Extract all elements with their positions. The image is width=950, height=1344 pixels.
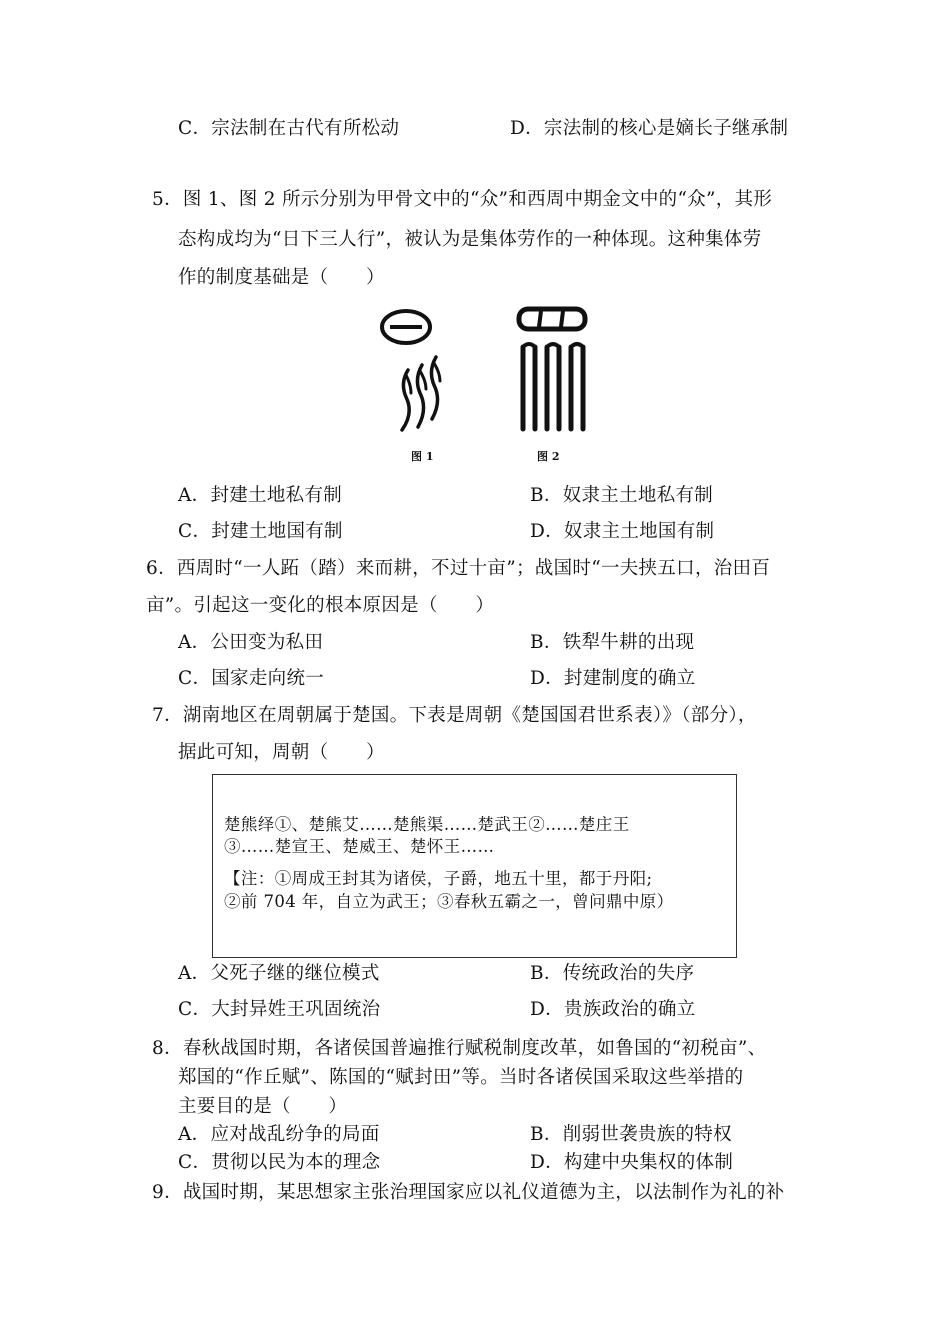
figure-2-bronze-inscription-zhong [515, 305, 595, 435]
q6-option-b[interactable]: B．铁犁牛耕的出现 [530, 632, 695, 653]
q6-option-d[interactable]: D．封建制度的确立 [530, 668, 696, 689]
q5-option-a[interactable]: A．封建土地私有制 [178, 485, 343, 506]
q7-option-b[interactable]: B．传统政治的失序 [530, 963, 695, 984]
q7-box-note-line1: 【注：①周成王封其为诸侯，子爵，地五十里，都于丹阳; [224, 869, 653, 888]
q8-stem-line2: 郑国的“作丘赋”、陈国的“赋封田”等。当时各诸侯国采取这些举措的 [178, 1067, 744, 1088]
q6-option-a[interactable]: A．公田变为私田 [178, 632, 324, 653]
q5-stem-line1: 5．图 1、图 2 所示分别为甲骨文中的“众”和西周中期金文中的“众”，其形 [152, 189, 773, 210]
q8-stem-line1: 8．春秋战国时期，各诸侯国普遍推行赋税制度改革，如鲁国的“初税亩”、 [152, 1038, 767, 1059]
q4-option-d[interactable]: D．宗法制的核心是嫡长子继承制 [510, 118, 789, 139]
q4-option-c[interactable]: C．宗法制在古代有所松动 [178, 118, 400, 139]
q7-box-line1: 楚熊绎①、楚熊艾……楚熊渠……楚武王②……楚庄王 [224, 815, 630, 834]
q5-option-c[interactable]: C．封建土地国有制 [178, 521, 343, 542]
q7-material-box [212, 774, 737, 958]
q5-stem-line2: 态构成均为“日下三人行”，被认为是集体劳作的一种体现。这种集体劳 [178, 229, 762, 250]
q5-option-b[interactable]: B．奴隶主土地私有制 [530, 485, 714, 506]
q7-box-line2: ③……楚宣王、楚威王、楚怀王…… [224, 837, 495, 856]
q7-option-a[interactable]: A．父死子继的继位模式 [178, 963, 380, 984]
q8-option-b[interactable]: B．削弱世袭贵族的特权 [530, 1124, 732, 1145]
figure-1-caption: 图 1 [411, 450, 434, 463]
q7-stem-line1: 7．湖南地区在周朝属于楚国。下表是周朝《楚国国君世系表）》（部分）， [152, 705, 757, 726]
q5-stem-line3: 作的制度基础是（ ） [178, 267, 385, 288]
q6-option-c[interactable]: C．国家走向统一 [178, 668, 325, 689]
q7-option-c[interactable]: C．大封异姓王巩固统治 [178, 999, 381, 1020]
q7-option-d[interactable]: D．贵族政治的确立 [530, 999, 696, 1020]
figure-1-oracle-bone-zhong [378, 305, 458, 440]
q6-stem-line2: 亩”。引起这一变化的根本原因是（ ） [146, 595, 495, 616]
q8-option-c[interactable]: C．贯彻以民为本的理念 [178, 1152, 381, 1173]
q9-stem-line1: 9．战国时期，某思想家主张治理国家应以礼仪道德为主，以法制作为礼的补 [152, 1182, 785, 1203]
q8-option-d[interactable]: D．构建中央集权的体制 [530, 1152, 734, 1173]
figure-2-caption: 图 2 [537, 450, 560, 463]
q8-stem-line3: 主要目的是（ ） [178, 1096, 348, 1117]
q7-box-note-line2: ②前 704 年，自立为武王；③春秋五霸之一，曾问鼎中原） [224, 892, 674, 911]
q5-option-d[interactable]: D．奴隶主土地国有制 [530, 521, 715, 542]
q8-option-a[interactable]: A．应对战乱纷争的局面 [178, 1124, 380, 1145]
q6-stem-line1: 6．西周时“一人跖（踏）来而耕，不过十亩”；战国时“一夫挟五口，治田百 [146, 558, 771, 579]
q7-stem-line2: 据此可知，周朝（ ） [178, 742, 385, 763]
